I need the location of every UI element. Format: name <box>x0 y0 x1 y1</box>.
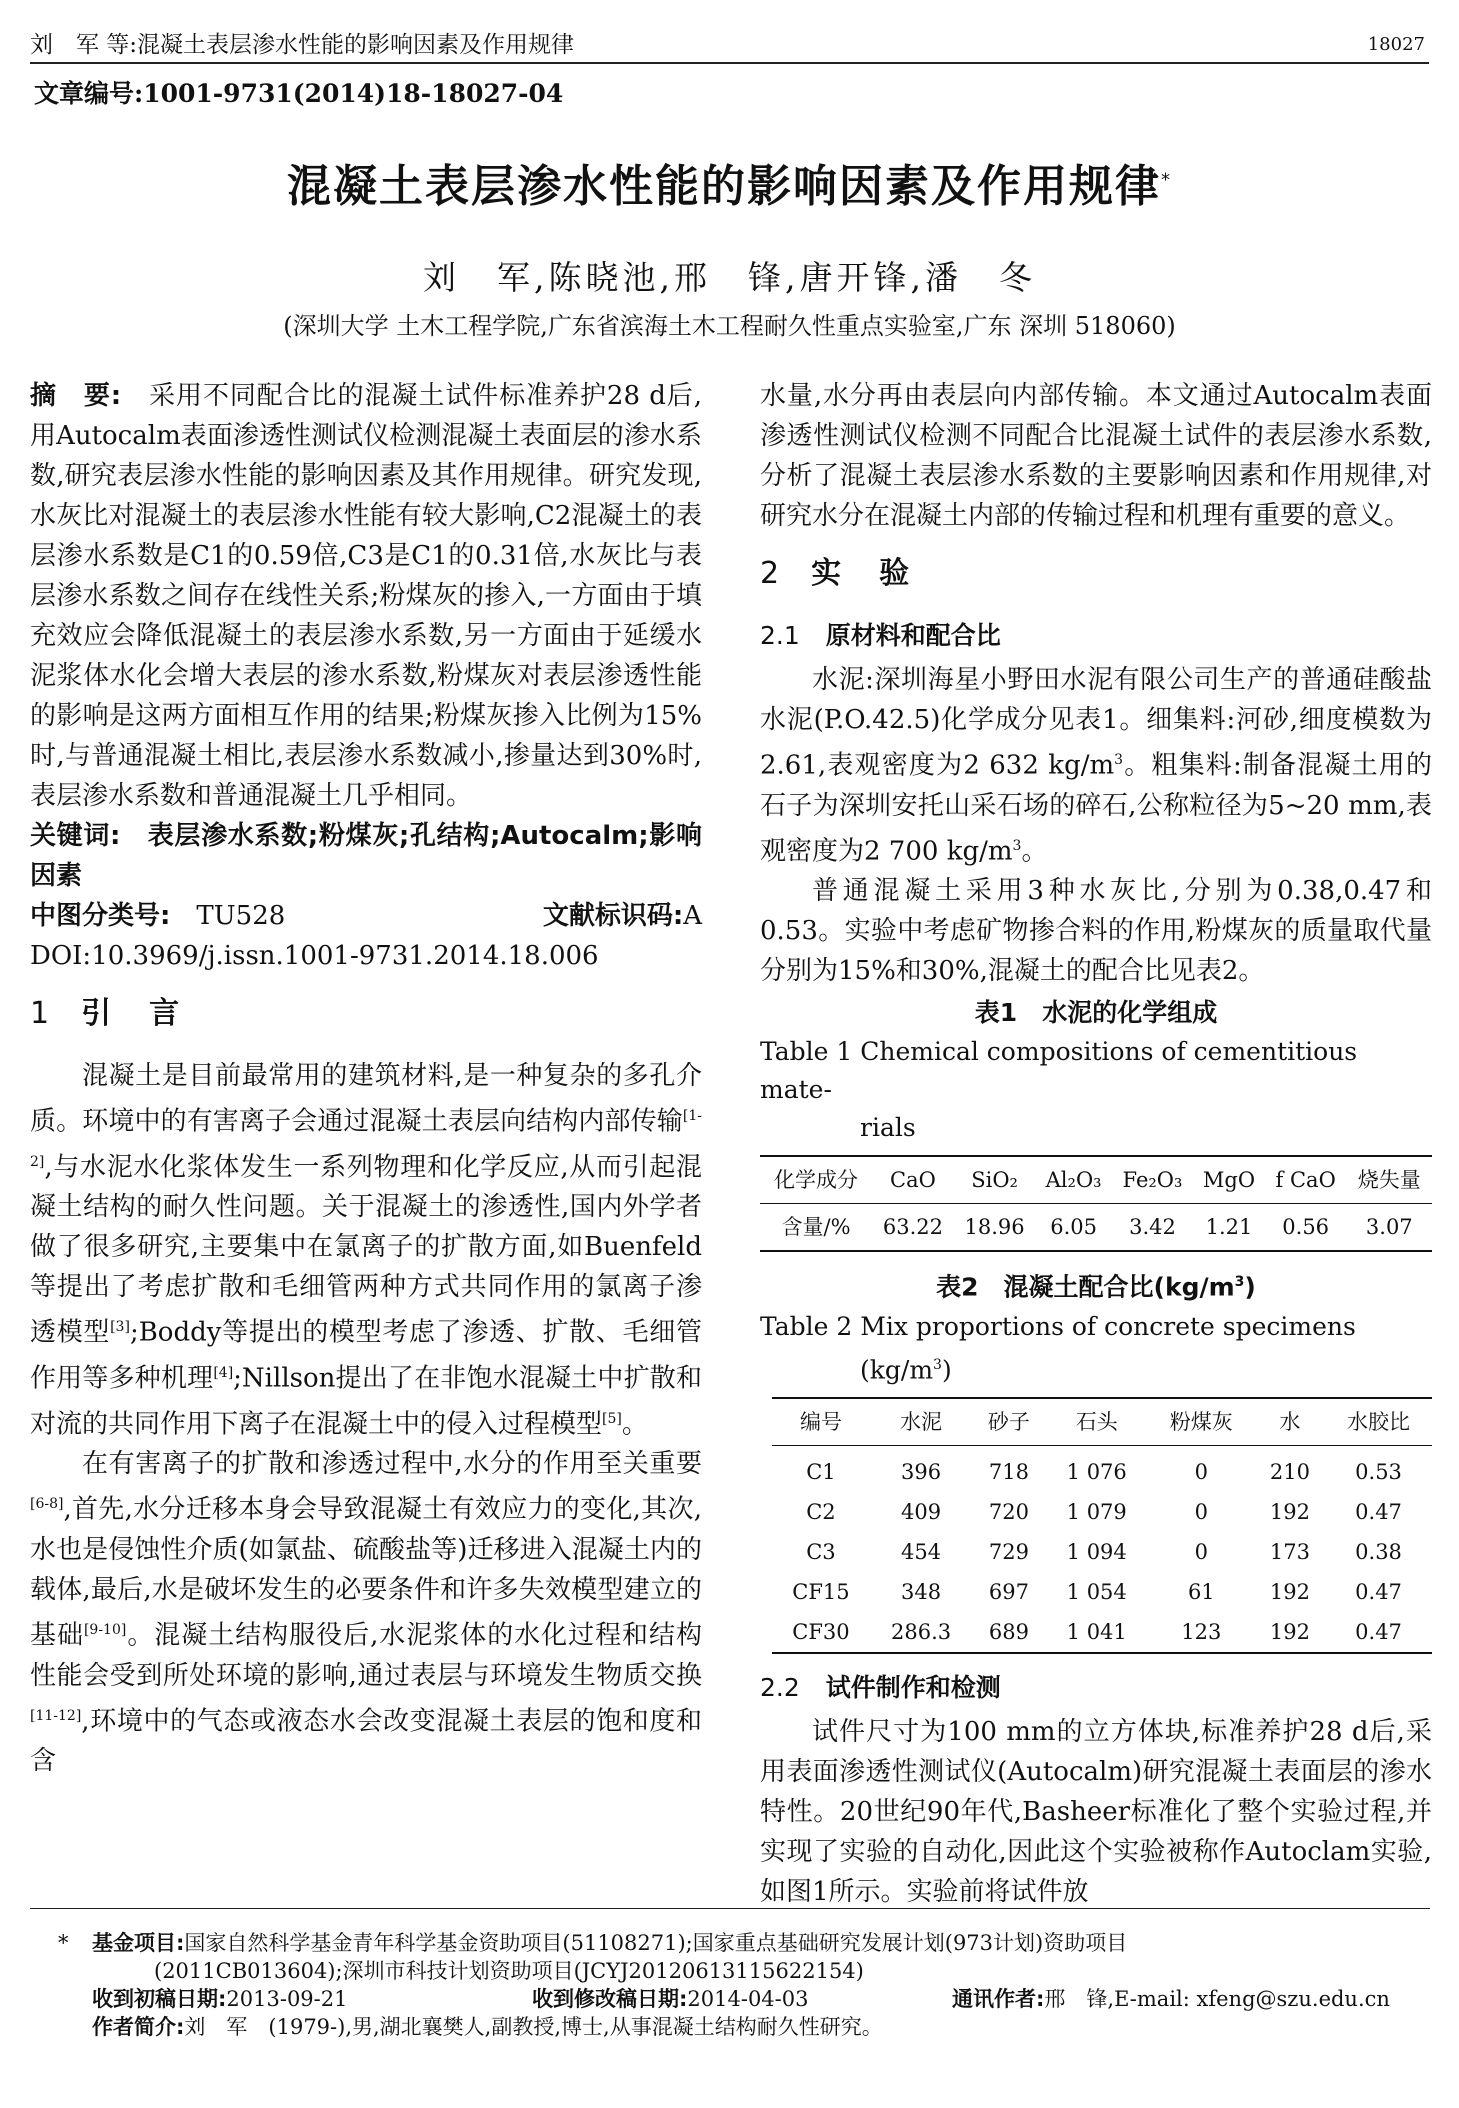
materials-text-b: 。粗集料:制备混凝土用的石子为深圳安托山采石场的碎石,公称粒径为5~20 mm,表观密度为2 700 kg/m <box>760 750 1432 867</box>
clc-value: TU528 <box>196 901 286 931</box>
table-cell: 0 <box>1194 1539 1208 1564</box>
corr-label: 通讯作者: <box>952 1987 1045 2011</box>
intro-p1-text-d: ;Nillson提出了在非饱水混凝土中扩散和对流的共同作用下离子在混凝土中的侵入过程模型 <box>30 1363 702 1440</box>
received-date <box>92 1985 532 2013</box>
mix-paragraph: 普通混凝土采用3种水灰比,分别为0.38,0.47和0.53。实验中考虑矿物掺合料的作用,粉煤灰的质量取代量分别为15%和30%,混凝土的配合比见表2。 <box>760 876 1432 987</box>
fund-text-a: 国家自然科学基金青年科学基金资助项目(51108271);国家重点基础研究发展计划(973计划)资助项目 <box>184 1931 1128 1955</box>
table-header-cell: 水 <box>1279 1409 1301 1434</box>
table-cell: CF15 <box>792 1579 850 1604</box>
footnote <box>30 1908 1430 2041</box>
table-cell: 286.3 <box>890 1619 952 1644</box>
table-cell: 1.21 <box>1205 1215 1253 1240</box>
intro-p1-text-c: ;Boddy等提出的模型考虑了渗透、扩散、毛细管作用等多种机理 <box>30 1317 702 1394</box>
section-1-number: 1 <box>30 996 54 1031</box>
intro-paragraph-2-continued: 水量,水分再由表层向内部传输。本文通过Autocalm表面渗透性测试仪检测不同配合比混凝土试件的表层渗水系数,分析了混凝土表层渗水系数的主要影响因素和作用规律,对研究水分在混凝土内部的传输过程和机理有重要的意义。 <box>760 381 1432 531</box>
keywords <box>30 816 702 896</box>
table-cell: 718 <box>988 1459 1029 1484</box>
table-row <box>772 1612 1432 1653</box>
intro-p1-text-b: ,与水泥水化浆体发生一系列物理和化学反应,从而引起混凝土结构的耐久性问题。关于混凝土的渗透性,国内外学者做了很多研究,主要集中在氯离子的扩散方面,如Buenfeld等提出了考虑扩散和毛细管两种方式共同作用的氯离子渗透模型 <box>30 1152 702 1348</box>
materials-text-a: 水泥:深圳海星小野田水泥有限公司生产的普通硅酸盐水泥(P.O.42.5)化学成分见表1。细集料:河砂,细度模数为2.61,表观密度为2 632 kg/m <box>760 665 1432 781</box>
revised-value: 2014-04-03 <box>687 1987 809 2011</box>
table-2-caption-en <box>760 1308 1432 1389</box>
table-header-cell: Fe₂O₃ <box>1122 1168 1183 1193</box>
doi: DOI:10.3969/j.issn.1001-9731.2014.18.006 <box>30 941 599 971</box>
table-cell: C1 <box>806 1459 836 1484</box>
doc-code-label: 文献标识码: <box>542 901 684 931</box>
table-cell: 0.47 <box>1355 1579 1402 1604</box>
subsection-2-2-number: 2.2 <box>760 1672 800 1702</box>
table-header-cell: 编号 <box>799 1409 842 1434</box>
table-header-row <box>760 1156 1432 1204</box>
received-value: 2013-09-21 <box>226 1987 348 2011</box>
table-header-cell: Al₂O₃ <box>1045 1168 1102 1193</box>
table-1-caption-cn: 表1 水泥的化学组成 <box>974 998 1218 1028</box>
document-code <box>543 896 702 936</box>
table-row <box>772 1445 1432 1492</box>
table-cell: 210 <box>1269 1459 1310 1484</box>
table-1-caption-en <box>760 1033 1432 1147</box>
table-cell: 1 079 <box>1066 1499 1127 1524</box>
title-text: 混凝土表层渗水性能的影响因素及作用规律 <box>287 161 1161 212</box>
table-cell: 720 <box>988 1499 1029 1524</box>
citation: [5] <box>602 1410 622 1427</box>
table-2-caption-cn <box>760 1262 1432 1307</box>
citation: [3] <box>110 1319 130 1336</box>
table-cell: 18.96 <box>964 1215 1025 1240</box>
citation: [4] <box>213 1364 234 1381</box>
article-number: 文章编号:1001-9731(2014)18-18027-04 <box>34 79 564 108</box>
citation: [11-12] <box>30 1707 82 1724</box>
table-row <box>760 1204 1432 1252</box>
table-header-row <box>772 1398 1432 1446</box>
table-cell: 0.47 <box>1355 1499 1402 1524</box>
table-cell: 3.07 <box>1365 1215 1413 1240</box>
unit-exponent: 3 <box>1012 837 1022 854</box>
table-row <box>772 1572 1432 1612</box>
table-cell: CF30 <box>792 1619 850 1644</box>
citation: [1-2] <box>30 1108 702 1170</box>
table-cell: 729 <box>988 1539 1029 1564</box>
section-2-number: 2 <box>760 556 784 591</box>
doc-code-value: A <box>683 901 702 931</box>
table-cell: 1 094 <box>1066 1539 1127 1564</box>
paper-title <box>0 150 1459 214</box>
table-cell: 含量/% <box>781 1215 851 1240</box>
table-cell: C3 <box>806 1539 836 1564</box>
table-2-caption-cn-close: ) <box>1244 1272 1256 1302</box>
section-1-heading <box>30 994 702 1034</box>
citation: [9-10] <box>83 1621 127 1638</box>
fund-line-2: (2011CB013604);深圳市科技计划资助项目(JCYJ20120613115622154) <box>154 1959 864 1983</box>
table-cell: 1 054 <box>1066 1579 1127 1604</box>
table-2 <box>772 1397 1432 1654</box>
table-1-caption-en-line1: Table 1 Chemical compositions of cementitious mate- <box>760 1037 1358 1105</box>
table-header-cell: 砂子 <box>987 1409 1030 1434</box>
footnote-mark: * <box>58 1931 69 1955</box>
subsection-2-1-title: 原材料和配合比 <box>825 621 1001 650</box>
table-cell: 0 <box>1194 1499 1208 1524</box>
table-cell: 3.42 <box>1129 1215 1176 1240</box>
bio-value: 刘 军 (1979-),男,湖北襄樊人,副教授,博士,从事混凝土结构耐久性研究。 <box>184 2015 883 2039</box>
table-1-caption-en-line2: rials <box>860 1113 916 1143</box>
intro-p1-text-e: 。 <box>621 1409 648 1440</box>
table-cell: 1 041 <box>1066 1619 1127 1644</box>
table-cell: 409 <box>901 1499 942 1524</box>
affiliation: (深圳大学 土木工程学院,广东省滨海土木工程耐久性重点实验室,广东 深圳 518060) <box>283 312 1176 340</box>
fund-line <box>30 1929 1430 1957</box>
section-1-title: 引 言 <box>81 996 184 1031</box>
section-2-heading <box>760 554 1432 594</box>
table-header-cell: 水泥 <box>900 1409 943 1434</box>
table-header-cell: 化学成分 <box>774 1168 859 1193</box>
intro-p2-text-b: ,首先,水分迁移本身会导致混凝土有效应力的变化,其次,水也是侵蚀性介质(如氯盐、硫酸盐等)迁移进入混凝土内的载体,最后,水是破坏发生的必要条件和许多失效模型建立的基础 <box>30 1494 702 1651</box>
corr-value: 邢 锋,E-mail: xfeng@szu.edu.cn <box>1044 1987 1390 2011</box>
table-cell: 348 <box>901 1579 942 1604</box>
bio-label: 作者简介: <box>92 2015 185 2039</box>
page-number: 18027 <box>1367 34 1425 55</box>
table-2-caption-en-line2 <box>760 1346 1432 1389</box>
table-cell: 192 <box>1269 1499 1310 1524</box>
intro-p2-text-a: 在有害离子的扩散和渗透过程中,水分的作用至关重要 <box>82 1449 702 1480</box>
right-column <box>760 376 1432 1912</box>
intro-p1-text-a: 混凝土是目前最常用的建筑材料,是一种复杂的多孔介质。环境中的有害离子会通过混凝土表层向结构内部传输 <box>30 1061 702 1137</box>
citation: [6-8] <box>30 1496 64 1513</box>
subsection-2-2-heading <box>760 1668 1432 1708</box>
intro-paragraph-2 <box>30 1444 702 1781</box>
materials-paragraph <box>760 660 1432 871</box>
table-cell: C2 <box>806 1499 836 1524</box>
author-list: 刘 军,陈晓池,邢 锋,唐开锋,潘 冬 <box>423 258 1036 297</box>
revised-label: 收到修改稿日期: <box>532 1987 688 2011</box>
table-cell: 697 <box>988 1579 1029 1604</box>
table-cell: 6.05 <box>1050 1215 1097 1240</box>
abstract-label: 摘 要: <box>30 381 122 411</box>
unit-exponent: 3 <box>1114 752 1124 768</box>
table-header-cell: 烧失量 <box>1357 1168 1421 1193</box>
table-cell: 0 <box>1194 1459 1208 1484</box>
materials-text-c: 。 <box>1021 836 1048 867</box>
classification-row <box>30 896 702 936</box>
intro-p2-text-c: 。混凝土结构服役后,水泥浆体的水化过程和结构性能会受到所处环境的影响,通过表层与环境发生物质交换 <box>30 1620 702 1691</box>
table-header-cell: 粉煤灰 <box>1169 1409 1233 1434</box>
abstract <box>30 376 702 816</box>
subsection-2-2-title: 试件制作和检测 <box>825 1672 1001 1702</box>
table-cell: 63.22 <box>882 1215 943 1240</box>
clc-code <box>30 896 285 936</box>
unit-exponent: 3 <box>933 1356 942 1373</box>
left-column <box>30 376 702 1781</box>
specimen-paragraph: 试件尺寸为100 mm的立方体块,标准养护28 d后,采用表面渗透性测试仪(Autocalm)研究混凝土表面层的渗水特性。20世纪90年代,Basheer标准化了整个实验过程,并实现了实验的自动化,因此这个实验被称作Autoclam实验,如图1所示。实验前将试件放 <box>760 1716 1432 1907</box>
table-cell: 0.56 <box>1282 1215 1330 1240</box>
corresponding-author <box>952 1985 1390 2013</box>
table-cell: 396 <box>901 1459 942 1484</box>
subsection-2-1-heading <box>760 616 1432 656</box>
table-header-cell: 水胶比 <box>1347 1409 1411 1434</box>
received-label: 收到初稿日期: <box>92 1987 227 2011</box>
table-2-caption-cn-text: 表2 混凝土配合比(kg/m <box>936 1272 1235 1302</box>
keywords-text: 表层渗水系数;粉煤灰;孔结构;Autocalm;影响因素 <box>30 821 702 891</box>
running-head-title: 刘 军 等:混凝土表层渗水性能的影响因素及作用规律 <box>30 32 575 58</box>
clc-label: 中图分类号: <box>30 901 171 931</box>
table-cell: 173 <box>1269 1539 1310 1564</box>
table-2-caption-en-close: ) <box>941 1354 952 1384</box>
table-cell: 1 076 <box>1066 1459 1127 1484</box>
table-cell: 689 <box>988 1619 1029 1644</box>
table-cell: 61 <box>1187 1579 1215 1604</box>
table-cell: 123 <box>1181 1619 1222 1644</box>
table-cell: 192 <box>1269 1619 1310 1644</box>
table-header-cell: 石头 <box>1075 1409 1118 1434</box>
table-cell: 0.38 <box>1355 1539 1402 1564</box>
title-footnote-mark: * <box>1161 169 1172 191</box>
table-row <box>772 1492 1432 1532</box>
fund-label: 基金项目: <box>92 1931 185 1955</box>
subsection-2-1-number: 2.1 <box>760 621 800 650</box>
table-header-cell: MgO <box>1202 1168 1256 1193</box>
table-header-cell: CaO <box>890 1168 936 1193</box>
table-2-caption-en-line1: Table 2 Mix proportions of concrete specimens <box>760 1311 1356 1341</box>
table-header-cell: SiO₂ <box>971 1168 1018 1193</box>
revised-date <box>532 1985 952 2013</box>
author-bio-line <box>30 2013 1430 2041</box>
running-head <box>30 28 1429 64</box>
section-2-title: 实 验 <box>811 556 914 591</box>
keywords-label: 关键词: <box>30 821 121 851</box>
table-1 <box>760 1155 1432 1252</box>
table-cell: 192 <box>1269 1579 1310 1604</box>
table-header-cell: f CaO <box>1275 1168 1336 1193</box>
table-cell: 0.47 <box>1355 1619 1402 1644</box>
table-cell: 454 <box>901 1539 942 1564</box>
unit-exponent: 3 <box>1234 1274 1245 1291</box>
dates-line <box>30 1985 1430 2013</box>
table-cell: 0.53 <box>1355 1459 1402 1484</box>
table-2-caption-en-unit: (kg/m <box>860 1354 934 1384</box>
intro-p2-text-d: ,环境中的气态或液态水会改变混凝土表层的饱和度和含 <box>30 1706 702 1777</box>
intro-paragraph-1 <box>30 1056 702 1444</box>
abstract-text: 采用不同配合比的混凝土试件标准养护28 d后,用Autocalm表面渗透性测试仪检测混凝土表面层的渗水系数,研究表层渗水性能的影响因素及其作用规律。研究发现,水灰比对混凝土的表层渗水性能有较大影响,C2混凝土的表层渗水系数是C1的0.59倍,C3是C1的0.31倍,水灰比与表层渗水系数之间存在线性关系;粉煤灰的掺入,一方面由于填充效应会降低混凝土的表层渗水系数,另一方面由于延缓水泥浆体水化会增大表层的渗水系数,粉煤灰对表层渗透性能的影响是这两方面相互作用的结果;粉煤灰掺入比例为15%时,与普通混凝土相比,表层渗水系数减小,掺量达到30%时,表层渗水系数和普通混凝土几乎相同。 <box>30 381 702 811</box>
table-row <box>772 1532 1432 1572</box>
